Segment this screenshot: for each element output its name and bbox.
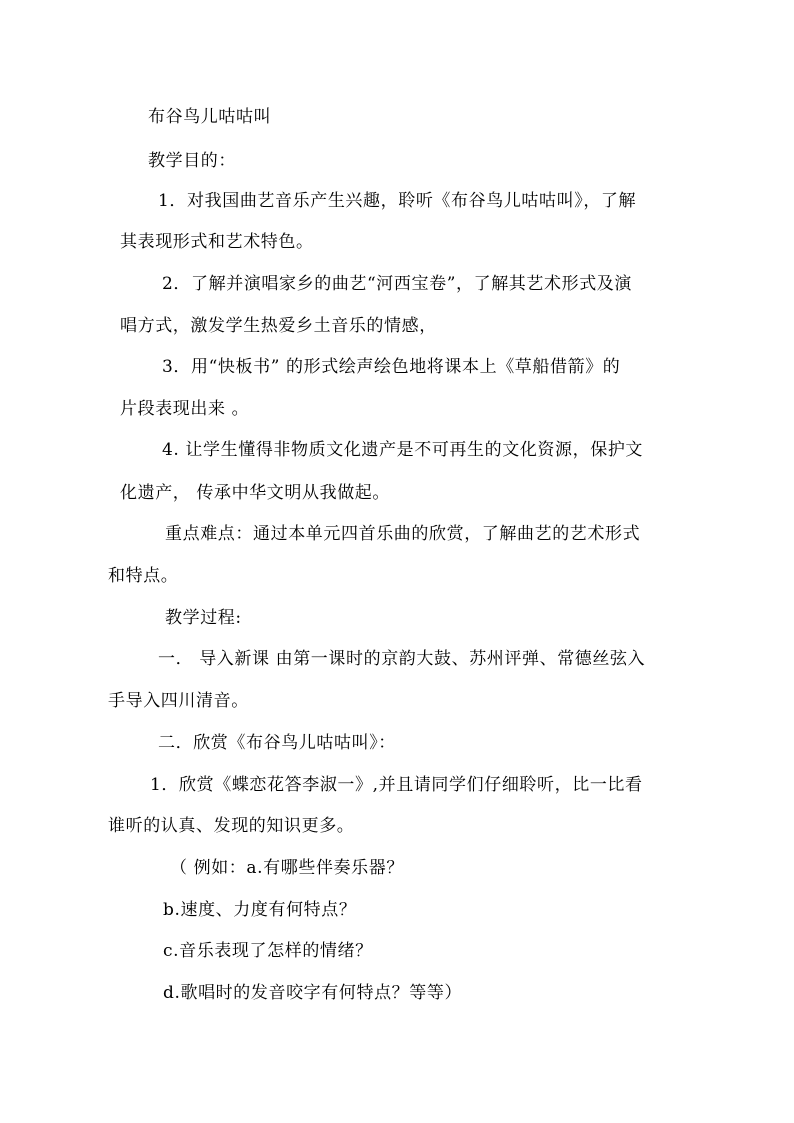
step-1-line-2: 手导入四川清音。 xyxy=(108,691,249,711)
example-a: （ 例如：a.有哪些伴奏乐器？ xyxy=(170,858,404,878)
goal-4-line-1: 4. 让学生懂得非物质文化遗产是不可再生的文化资源，保护文 xyxy=(162,440,644,460)
example-b: b.速度、力度有何特点？ xyxy=(163,900,357,920)
step-2-1-line-1: 1．欣赏《蝶恋花答李淑一》,并且请同学们仔细聆听，比一比看 xyxy=(150,775,643,795)
document-title: 布谷鸟儿咕咕叫 xyxy=(148,107,272,127)
goal-2-line-1: 2．了解并演唱家乡的曲艺“河西宝卷”，了解其艺术形式及演 xyxy=(162,274,632,294)
keypoints-line-2: 和特点。 xyxy=(108,566,179,586)
goal-3-line-2: 片段表现出来 。 xyxy=(120,399,250,419)
keypoints-line-1: 重点难点：通过本单元四首乐曲的欣赏，了解曲艺的艺术形式 xyxy=(165,524,641,544)
example-d: d.歌唱时的发音咬字有何特点？等等） xyxy=(163,983,463,1003)
step-1-line-1: 一． 导入新课 由第一课时的京韵大鼓、苏州评弹、常德丝弦入 xyxy=(158,649,646,669)
goal-1-line-1: 1．对我国曲艺音乐产生兴趣，聆听《布谷鸟儿咕咕叫》，了解 xyxy=(158,191,637,211)
example-c: c.音乐表现了怎样的情绪？ xyxy=(163,941,373,961)
step-2-1-line-2: 谁听的认真、发现的知识更多。 xyxy=(108,816,355,836)
goal-3-line-1: 3．用“快板书” 的形式绘声绘色地将课本上《草船借箭》的 xyxy=(162,357,621,377)
goal-2-line-2: 唱方式，激发学生热爱乡土音乐的情感， xyxy=(120,316,437,336)
goal-4-line-2: 化遗产， 传承中华文明从我做起。 xyxy=(120,483,391,503)
step-2-heading: 二．欣赏《布谷鸟儿咕咕叫》： xyxy=(158,733,396,753)
goals-heading: 教学目的： xyxy=(148,151,236,171)
goal-1-line-2: 其表现形式和艺术特色。 xyxy=(120,232,314,252)
process-heading: 教学过程: xyxy=(165,608,242,628)
